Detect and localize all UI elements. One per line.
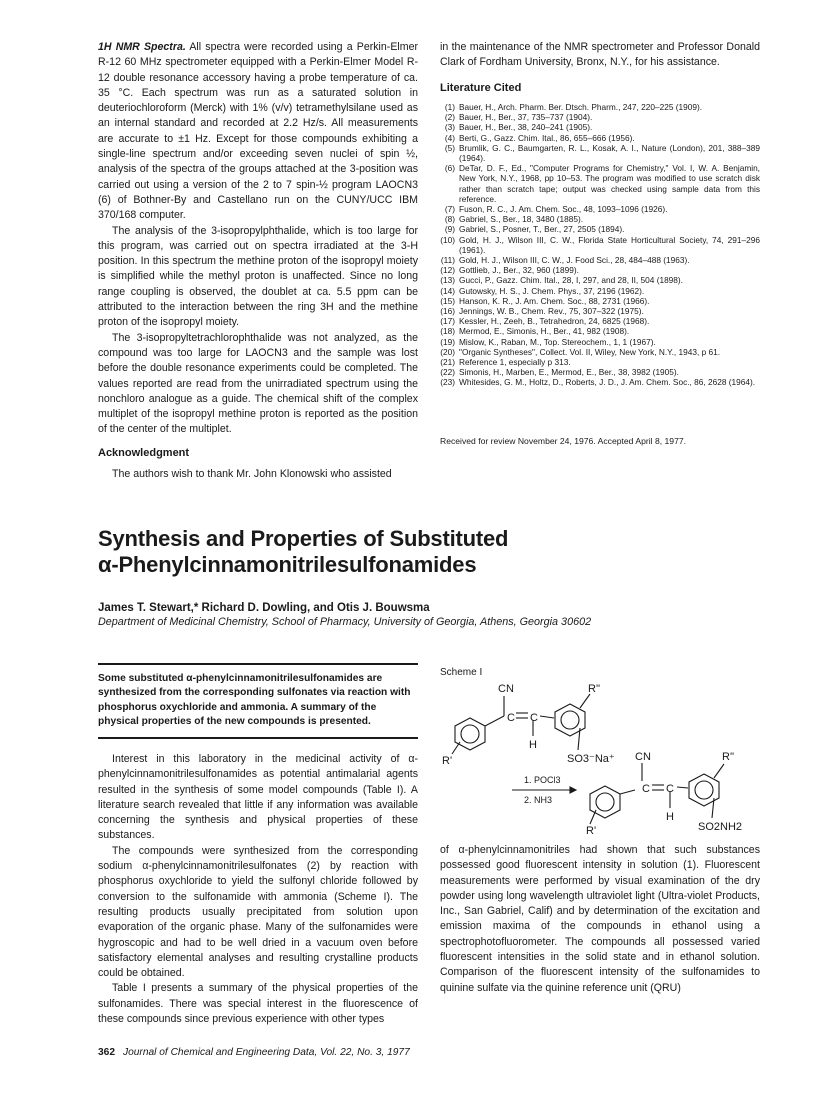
carbon-label: C [666, 783, 674, 795]
abstract-rule-top [98, 663, 418, 665]
reference-item [440, 255, 760, 265]
reference-text: Jennings, W. B., Chem. Rev., 75, 307–322 (1975). [459, 305, 644, 316]
benzene-ring [455, 718, 485, 750]
article-title-line1: Synthesis and Properties of Substituted [98, 526, 509, 551]
reference-text: Bauer, H., Ber., 37, 735–737 (1904). [459, 112, 593, 123]
reference-item [440, 143, 760, 163]
reference-text: Brumlik, G. C., Baumgarten, R. L., Kosak, A. I., Nature (London), 201, 388–389 (1964). [459, 142, 760, 163]
nmr-paragraph [98, 40, 418, 224]
reference-number: (4) [444, 132, 455, 143]
reference-text: Gabriel, S., Posner, T., Ber., 27, 2505 (1894). [459, 224, 625, 235]
reference-item [440, 265, 760, 275]
right-column-top [440, 40, 760, 388]
reference-text: DeTar, D. F., Ed., "Computer Programs for Chemistry," Vol. I, W. A. Benjamin, New York, N.Y., 1968, pp 10–53. The program was modified to use scratch disk rather than scratch tape; output was checked using sample data from this reference. [459, 163, 760, 204]
page-footer [98, 1047, 410, 1058]
reference-text: Gucci, P., Gazz. Chim. Ital., 28, I, 297, and 28, II, 504 (1898). [459, 275, 683, 286]
reference-text: Fuson, R. C., J. Am. Chem. Soc., 48, 1093–1096 (1926). [459, 203, 668, 214]
journal-citation: Journal of Chemical and Engineering Data, Vol. 22, No. 3, 1977 [123, 1047, 410, 1058]
right-column-bottom [440, 843, 760, 996]
benzene-ring [689, 774, 719, 806]
literature-heading: Literature Cited [440, 81, 522, 94]
reagent-step1: 1. POCl3 [524, 775, 561, 785]
reference-number: (7) [444, 203, 455, 214]
acknowledgment-continuation: in the maintenance of the NMR spectrometer and Professor Donald Clark of Fordham University, Bronx, N.Y., for his assistance. [440, 41, 760, 69]
authors: James T. Stewart,* Richard D. Dowling, and Otis J. Bouwsma [98, 602, 430, 614]
reference-text: Kessler, H., Zeeh, B., Tetrahedron, 24, 6825 (1968). [459, 316, 650, 327]
received-line: Received for review November 24, 1976. Accepted April 8, 1977. [440, 436, 687, 446]
reference-text: Gabriel, S., Ber., 18, 3480 (1885). [459, 214, 584, 225]
reference-text: Mermod, E., Simonis, H., Ber., 41, 982 (1908). [459, 326, 630, 337]
reference-number: (15) [440, 295, 455, 306]
title-block [98, 526, 758, 578]
aromatic-circle [561, 711, 579, 729]
r-prime-label: R' [586, 825, 597, 837]
nmr-lead: 1H NMR Spectra. [98, 41, 186, 53]
reference-list [440, 102, 760, 388]
cn-label: CN [498, 683, 514, 695]
abstract-text: Some substituted α-phenylcinnamonitrilesulfonamides are synthesized from the corresponding sulfonates via reaction with phosphorus oxychloride and ammonia. A summary of the physical properties of the new compounds is presented. [98, 673, 411, 727]
carbon-label: C [530, 712, 538, 724]
sulfonate-label: SO3⁻Na⁺ [567, 753, 615, 765]
reference-number: (20) [440, 346, 455, 357]
reference-item [440, 296, 760, 306]
reference-text: Gold, H. J., Wilson III, C. W., Florida State Horticultural Society, 74, 291–296 (1961). [459, 234, 760, 255]
reference-item [440, 235, 760, 255]
reference-text: Hanson, K. R., J. Am. Chem. Soc., 88, 2731 (1966). [459, 295, 650, 306]
reference-text: Gutowsky, H. S., J. Chem. Phys., 37, 2196 (1962). [459, 285, 645, 296]
reference-text: Gottlieb, J., Ber., 32, 960 (1899). [459, 265, 579, 276]
reference-item [440, 102, 760, 112]
r-double-prime-label: R'' [588, 683, 601, 695]
reference-number: (21) [440, 356, 455, 367]
reference-item [440, 204, 760, 214]
reference-number: (3) [444, 122, 455, 133]
reference-number: (19) [440, 336, 455, 347]
reference-item [440, 122, 760, 132]
body-paragraph: of α-phenylcinnamonitriles had shown that such substances possessed good fluorescent intensity in solution (1). Fluorescent measurements were performed by visual examination of the dry powder using long wavelength ultraviolet light (Ultra-violet Products, Inc., San Gabriel, Calif) and by determination of the excitation and emission maxima of the compounds in ethanol using a spectrophotofluorometer. The compounds all possessed varied fluorescent intensities in the solid state and in ethanol solution. Comparison of the fluorescent intensity of the sulfonamides to quinine sulfate via the quinine reference unit (QRU) [440, 844, 760, 994]
reference-item [440, 275, 760, 285]
reference-number: (22) [440, 367, 455, 378]
reference-item [440, 133, 760, 143]
affiliation: Department of Medicinal Chemistry, School of Pharmacy, University of Georgia, Athens, Georgia 30602 [98, 616, 592, 628]
carbon-label: C [507, 712, 515, 724]
reference-text: Gold, H. J., Wilson III, C. W., J. Food Sci., 28, 484–488 (1963). [459, 254, 690, 265]
body-paragraph: The analysis of the 3-isopropylphthalide, which is too large for this program, was carried out on spectra irradiated at the 3-H position. In this spectrum the methine proton of the isopropyl moiety is simplified while the methyl proton is unaffected. Since no long range coupling is observed, the doublet at ca. 5.5 ppm can be attributed to the interaction between the ring 3H and the methine proton of the isopropyl moiety. [98, 224, 418, 329]
reagent-step2: 2. NH3 [524, 795, 553, 805]
reference-item [440, 112, 760, 122]
reference-text: Simonis, H., Marben, E., Mermod, E., Ber., 38, 3982 (1905). [459, 367, 679, 378]
reference-number: (10) [440, 234, 455, 245]
reference-number: (12) [440, 265, 455, 276]
reference-number: (18) [440, 326, 455, 337]
reference-number: (17) [440, 316, 455, 327]
left-column-top [98, 40, 418, 482]
reference-number: (11) [440, 254, 455, 265]
reference-text: "Organic Syntheses", Collect. Vol. II, Wiley, New York, N.Y., 1943, p 61. [459, 346, 721, 357]
reference-text: Bauer, H., Arch. Pharm. Ber. Dtsch. Pharm., 247, 220–225 (1909). [459, 101, 703, 112]
reference-item [440, 306, 760, 316]
article-title-line2: α-Phenylcinnamonitrilesulfonamides [98, 552, 477, 577]
reference-text: Reference 1, especially p 313. [459, 356, 571, 367]
benzene-ring [555, 704, 585, 736]
reference-number: (23) [440, 377, 455, 388]
reference-text: Mislow, K., Raban, M., Top. Stereochem., 1, 1 (1967). [459, 336, 656, 347]
reference-number: (9) [444, 224, 455, 235]
reference-number: (8) [444, 214, 455, 225]
aromatic-circle [461, 725, 479, 743]
reference-item [440, 326, 760, 336]
acknowledgment-heading: Acknowledgment [98, 446, 190, 459]
reference-item [440, 163, 760, 204]
aromatic-circle [695, 781, 713, 799]
reference-item [440, 214, 760, 224]
reference-number: (5) [444, 142, 455, 153]
body-paragraph: The 3-isopropyltetrachlorophthalide was not analyzed, as the compound was too large for LAOCN3 and the sample was lost before the double resonance experiments could be completed. The values reported are read from the unirradiated spectrum using the nonchloro analogue as a guide. The chemical shift of the complex multiplet of the isopropyl methine proton is reported as the position of the center of the multiplet. [98, 331, 418, 436]
reference-number: (14) [440, 285, 455, 296]
reference-text: Berti, G., Gazz. Chim. Ital., 86, 655–666 (1956). [459, 132, 635, 143]
reference-number: (6) [444, 163, 455, 174]
cn-label: CN [635, 751, 651, 763]
reference-item [440, 337, 760, 347]
reference-number: (16) [440, 305, 455, 316]
reference-item [440, 377, 760, 387]
abstract-rule-bottom [98, 737, 418, 739]
left-column-bottom [98, 752, 418, 1027]
page-number: 362 [98, 1047, 115, 1058]
byline [98, 602, 758, 628]
body-paragraph: Interest in this laboratory in the medicinal activity of α-phenylcinnamonitrilesulfonamides as potential antimalarial agents resulted in the synthesis of some model compounds (Table I). A literature search revealed that little if any information was available concerning the synthesis and physical properties of these substances. [98, 753, 418, 842]
reference-number: (1) [444, 101, 455, 112]
carbon-label: C [642, 783, 650, 795]
body-paragraph: The compounds were synthesized from the corresponding sodium α-phenylcinnamonitrilesulfonates (2) by reaction with phosphorus oxychloride to yield the sulfonyl chloride followed by conversion to the sulfonamide with ammonia (Scheme I). The resulting products usually precipitated from solution upon evaporation of the organic phase. Many of the sulfonamides were hygroscopic and had to be well dried in a vacuum oven before satisfactory elemental analyses and resulting crystalline products could be obtained. [98, 844, 418, 980]
reference-item [440, 347, 760, 357]
reference-number: (2) [444, 112, 455, 123]
reaction-scheme [430, 678, 760, 838]
scheme-label: Scheme I [440, 667, 483, 678]
reference-item [440, 316, 760, 326]
reference-number: (13) [440, 275, 455, 286]
h-label: H [666, 811, 674, 823]
reference-item [440, 357, 760, 367]
abstract [98, 672, 418, 729]
reference-item [440, 286, 760, 296]
reference-item [440, 367, 760, 377]
acknowledgment-body: The authors wish to thank Mr. John Klonowski who assisted [112, 468, 392, 481]
reference-text: Bauer, H., Ber., 38, 240–241 (1905). [459, 122, 593, 133]
reference-item [440, 224, 760, 234]
reference-text: Whitesides, G. M., Holtz, D., Roberts, J. D., J. Am. Chem. Soc., 86, 2628 (1964). [459, 377, 756, 388]
r-double-prime-label: R'' [722, 751, 735, 763]
sulfonamide-label: SO2NH2 [698, 821, 743, 833]
h-label: H [529, 739, 537, 751]
body-paragraph: Table I presents a summary of the physical properties of the sulfonamides. There was special interest in the fluorescence of these compounds since previous experience with other types [98, 982, 418, 1026]
aromatic-circle [596, 793, 614, 811]
nmr-body: All spectra were recorded using a Perkin-Elmer R-12 60 MHz spectrometer equipped with a Perkin-Elmer Model R-12 double resonance accessory having a probe temperature of ca. 35 °C. Each spectrum was run as a saturated solution in deuteriochloroform (Merck) with 1% (v/v) tetramethylsilane used as an internal standard and recorded at 2.2 Hz/s. All measurements are accurate to ±1 Hz. Except for those compounds exhibiting a single-line spectrum and/or exceeding seven nuclei of spin ½, analysis of the spectra of the groups attached at the 3-position was carried out using a version of the 2 to 7 spin-½ program LAOCN3 (6) of Bothner-By and Castellano run on the CUNY/UCC IBM 370/168 computer. [98, 41, 418, 222]
r-prime-label: R' [442, 755, 453, 767]
